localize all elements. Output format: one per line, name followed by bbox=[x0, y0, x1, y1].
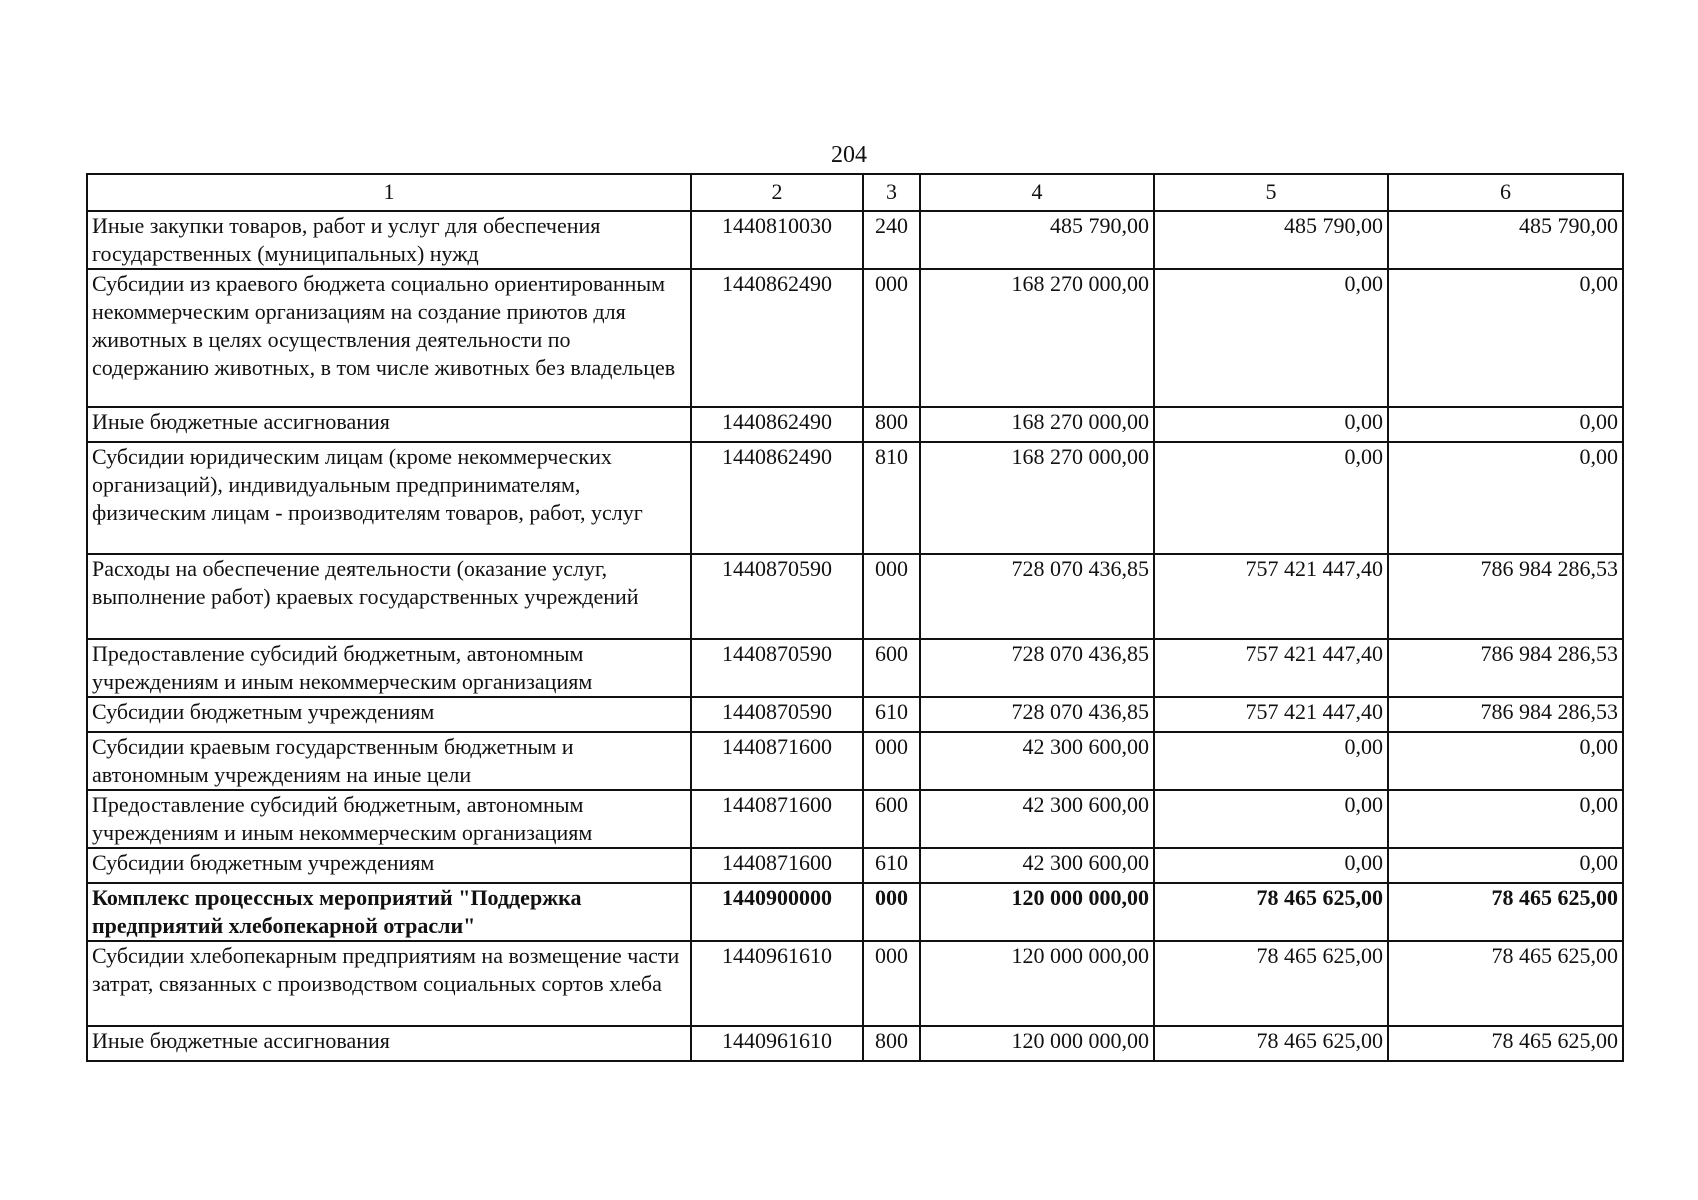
row-kvr-cell: 000 bbox=[863, 732, 920, 790]
row-amount-col5-cell: 757 421 447,40 bbox=[1154, 639, 1388, 697]
row-amount-col5-cell: 0,00 bbox=[1154, 442, 1388, 554]
row-kvr-cell: 000 bbox=[863, 554, 920, 639]
header-cell: 4 bbox=[920, 174, 1154, 211]
row-amount-col4-cell: 168 270 000,00 bbox=[920, 442, 1154, 554]
row-amount-col5-cell: 78 465 625,00 bbox=[1154, 941, 1388, 1026]
row-code-cell: 1440871600 bbox=[691, 848, 863, 883]
row-amount-col5-cell: 757 421 447,40 bbox=[1154, 697, 1388, 732]
table-row bbox=[87, 407, 1623, 442]
row-amount-col4-cell: 168 270 000,00 bbox=[920, 407, 1154, 442]
row-kvr-cell: 240 bbox=[863, 211, 920, 269]
row-amount-col5-cell: 0,00 bbox=[1154, 407, 1388, 442]
row-code-cell: 1440961610 bbox=[691, 941, 863, 1026]
row-amount-col5-cell: 0,00 bbox=[1154, 848, 1388, 883]
row-kvr-cell: 000 bbox=[863, 883, 920, 941]
row-amount-col6-cell: 78 465 625,00 bbox=[1388, 883, 1623, 941]
row-amount-col6-cell: 485 790,00 bbox=[1388, 211, 1623, 269]
row-code-cell: 1440870590 bbox=[691, 639, 863, 697]
row-name-cell: Субсидии из краевого бюджета социально ориентированным некоммерческим организациям на создание приютов для животных в целях осуществления деятельности по содержанию животных, в том числе животных без владельцев bbox=[87, 269, 691, 407]
header-row bbox=[87, 174, 1623, 211]
row-kvr-cell: 600 bbox=[863, 790, 920, 848]
row-amount-col4-cell: 728 070 436,85 bbox=[920, 554, 1154, 639]
row-code-cell: 1440870590 bbox=[691, 554, 863, 639]
row-amount-col5-cell: 757 421 447,40 bbox=[1154, 554, 1388, 639]
row-amount-col6-cell: 78 465 625,00 bbox=[1388, 1026, 1623, 1061]
table-row bbox=[87, 442, 1623, 554]
table-row bbox=[87, 883, 1623, 941]
row-amount-col5-cell: 485 790,00 bbox=[1154, 211, 1388, 269]
table-row bbox=[87, 211, 1623, 269]
row-amount-col4-cell: 728 070 436,85 bbox=[920, 697, 1154, 732]
row-kvr-cell: 000 bbox=[863, 269, 920, 407]
header-cell: 1 bbox=[87, 174, 691, 211]
row-code-cell: 1440871600 bbox=[691, 790, 863, 848]
row-code-cell: 1440870590 bbox=[691, 697, 863, 732]
row-code-cell: 1440810030 bbox=[691, 211, 863, 269]
row-name-cell: Субсидии бюджетным учреждениям bbox=[87, 697, 691, 732]
row-amount-col6-cell: 0,00 bbox=[1388, 442, 1623, 554]
row-amount-col5-cell: 78 465 625,00 bbox=[1154, 883, 1388, 941]
row-name-cell: Иные бюджетные ассигнования bbox=[87, 1026, 691, 1061]
table-row bbox=[87, 790, 1623, 848]
table-row bbox=[87, 732, 1623, 790]
row-code-cell: 1440862490 bbox=[691, 269, 863, 407]
row-code-cell: 1440862490 bbox=[691, 407, 863, 442]
table-row bbox=[87, 269, 1623, 407]
row-amount-col6-cell: 0,00 bbox=[1388, 407, 1623, 442]
row-kvr-cell: 800 bbox=[863, 1026, 920, 1061]
row-code-cell: 1440900000 bbox=[691, 883, 863, 941]
row-amount-col4-cell: 485 790,00 bbox=[920, 211, 1154, 269]
row-name-cell: Предоставление субсидий бюджетным, автономным учреждениям и иным некоммерческим организациям bbox=[87, 790, 691, 848]
row-amount-col4-cell: 42 300 600,00 bbox=[920, 732, 1154, 790]
row-name-cell: Иные закупки товаров, работ и услуг для обеспечения государственных (муниципальных) нужд bbox=[87, 211, 691, 269]
row-amount-col5-cell: 0,00 bbox=[1154, 269, 1388, 407]
row-amount-col4-cell: 120 000 000,00 bbox=[920, 941, 1154, 1026]
row-amount-col6-cell: 78 465 625,00 bbox=[1388, 941, 1623, 1026]
table-row bbox=[87, 639, 1623, 697]
row-amount-col4-cell: 42 300 600,00 bbox=[920, 790, 1154, 848]
row-code-cell: 1440961610 bbox=[691, 1026, 863, 1061]
row-amount-col5-cell: 78 465 625,00 bbox=[1154, 1026, 1388, 1061]
header-cell: 5 bbox=[1154, 174, 1388, 211]
table-row bbox=[87, 941, 1623, 1026]
row-name-cell: Комплекс процессных мероприятий "Поддержка предприятий хлебопекарной отрасли" bbox=[87, 883, 691, 941]
row-name-cell: Субсидии бюджетным учреждениям bbox=[87, 848, 691, 883]
page-number: 204 bbox=[831, 142, 867, 168]
row-amount-col6-cell: 786 984 286,53 bbox=[1388, 697, 1623, 732]
row-kvr-cell: 810 bbox=[863, 442, 920, 554]
row-name-cell: Субсидии краевым государственным бюджетным и автономным учреждениям на иные цели bbox=[87, 732, 691, 790]
row-amount-col6-cell: 786 984 286,53 bbox=[1388, 639, 1623, 697]
row-name-cell: Иные бюджетные ассигнования bbox=[87, 407, 691, 442]
row-kvr-cell: 610 bbox=[863, 697, 920, 732]
table-row bbox=[87, 848, 1623, 883]
row-name-cell: Субсидии юридическим лицам (кроме некоммерческих организаций), индивидуальным предпринимателям, физическим лицам - производителям товаров, работ, услуг bbox=[87, 442, 691, 554]
row-kvr-cell: 610 bbox=[863, 848, 920, 883]
row-amount-col6-cell: 0,00 bbox=[1388, 790, 1623, 848]
budget-table bbox=[86, 173, 1624, 1062]
row-amount-col6-cell: 0,00 bbox=[1388, 732, 1623, 790]
row-amount-col5-cell: 0,00 bbox=[1154, 732, 1388, 790]
row-amount-col6-cell: 0,00 bbox=[1388, 269, 1623, 407]
row-amount-col4-cell: 120 000 000,00 bbox=[920, 883, 1154, 941]
header-cell: 2 bbox=[691, 174, 863, 211]
row-amount-col6-cell: 0,00 bbox=[1388, 848, 1623, 883]
row-kvr-cell: 000 bbox=[863, 941, 920, 1026]
table-row bbox=[87, 554, 1623, 639]
header-cell: 6 bbox=[1388, 174, 1623, 211]
row-name-cell: Расходы на обеспечение деятельности (оказание услуг, выполнение работ) краевых государственных учреждений bbox=[87, 554, 691, 639]
row-kvr-cell: 600 bbox=[863, 639, 920, 697]
row-amount-col4-cell: 728 070 436,85 bbox=[920, 639, 1154, 697]
row-kvr-cell: 800 bbox=[863, 407, 920, 442]
table-row bbox=[87, 1026, 1623, 1061]
row-name-cell: Предоставление субсидий бюджетным, автономным учреждениям и иным некоммерческим организациям bbox=[87, 639, 691, 697]
row-amount-col4-cell: 168 270 000,00 bbox=[920, 269, 1154, 407]
row-code-cell: 1440862490 bbox=[691, 442, 863, 554]
row-amount-col5-cell: 0,00 bbox=[1154, 790, 1388, 848]
row-name-cell: Субсидии хлебопекарным предприятиям на возмещение части затрат, связанных с производством социальных сортов хлеба bbox=[87, 941, 691, 1026]
row-amount-col6-cell: 786 984 286,53 bbox=[1388, 554, 1623, 639]
header-cell: 3 bbox=[863, 174, 920, 211]
row-amount-col4-cell: 42 300 600,00 bbox=[920, 848, 1154, 883]
row-amount-col4-cell: 120 000 000,00 bbox=[920, 1026, 1154, 1061]
row-code-cell: 1440871600 bbox=[691, 732, 863, 790]
table-row bbox=[87, 697, 1623, 732]
